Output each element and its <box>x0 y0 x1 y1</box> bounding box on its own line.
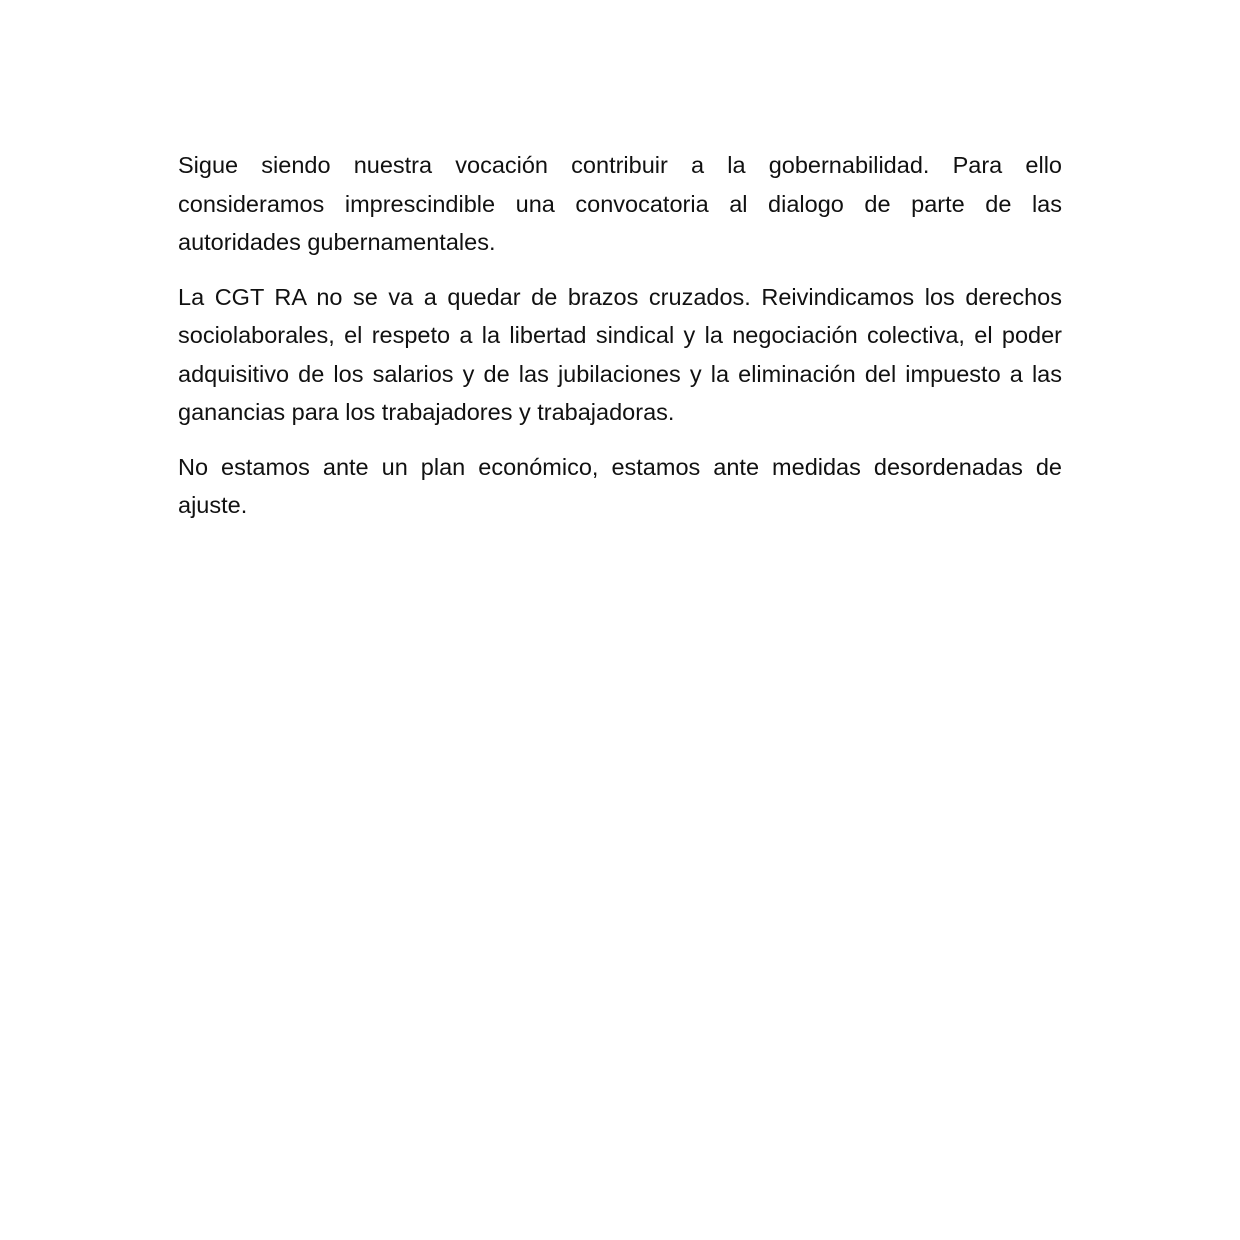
paragraph-plan-economico: No estamos ante un plan económico, estamos ante medidas desordenadas de ajuste. <box>178 453 1062 518</box>
paragraph-reivindicaciones: La CGT RA no se va a quedar de brazos cruzados. Reivindicamos los derechos sociolaborales, el respeto a la libertad sindical y la negociación colectiva, el poder adquisitivo de los salarios y de las jubilaciones y la eliminación del impuesto a las ganancias para los trabajadores y trabajadoras. <box>178 283 1062 425</box>
paragraph-gobernabilidad: Sigue siendo nuestra vocación contribuir a la gobernabilidad. Para ello consideramos imprescindible una convocatoria al dialogo de parte de las autoridades gubernamentales. <box>178 152 1062 255</box>
document-body <box>178 146 1062 541</box>
